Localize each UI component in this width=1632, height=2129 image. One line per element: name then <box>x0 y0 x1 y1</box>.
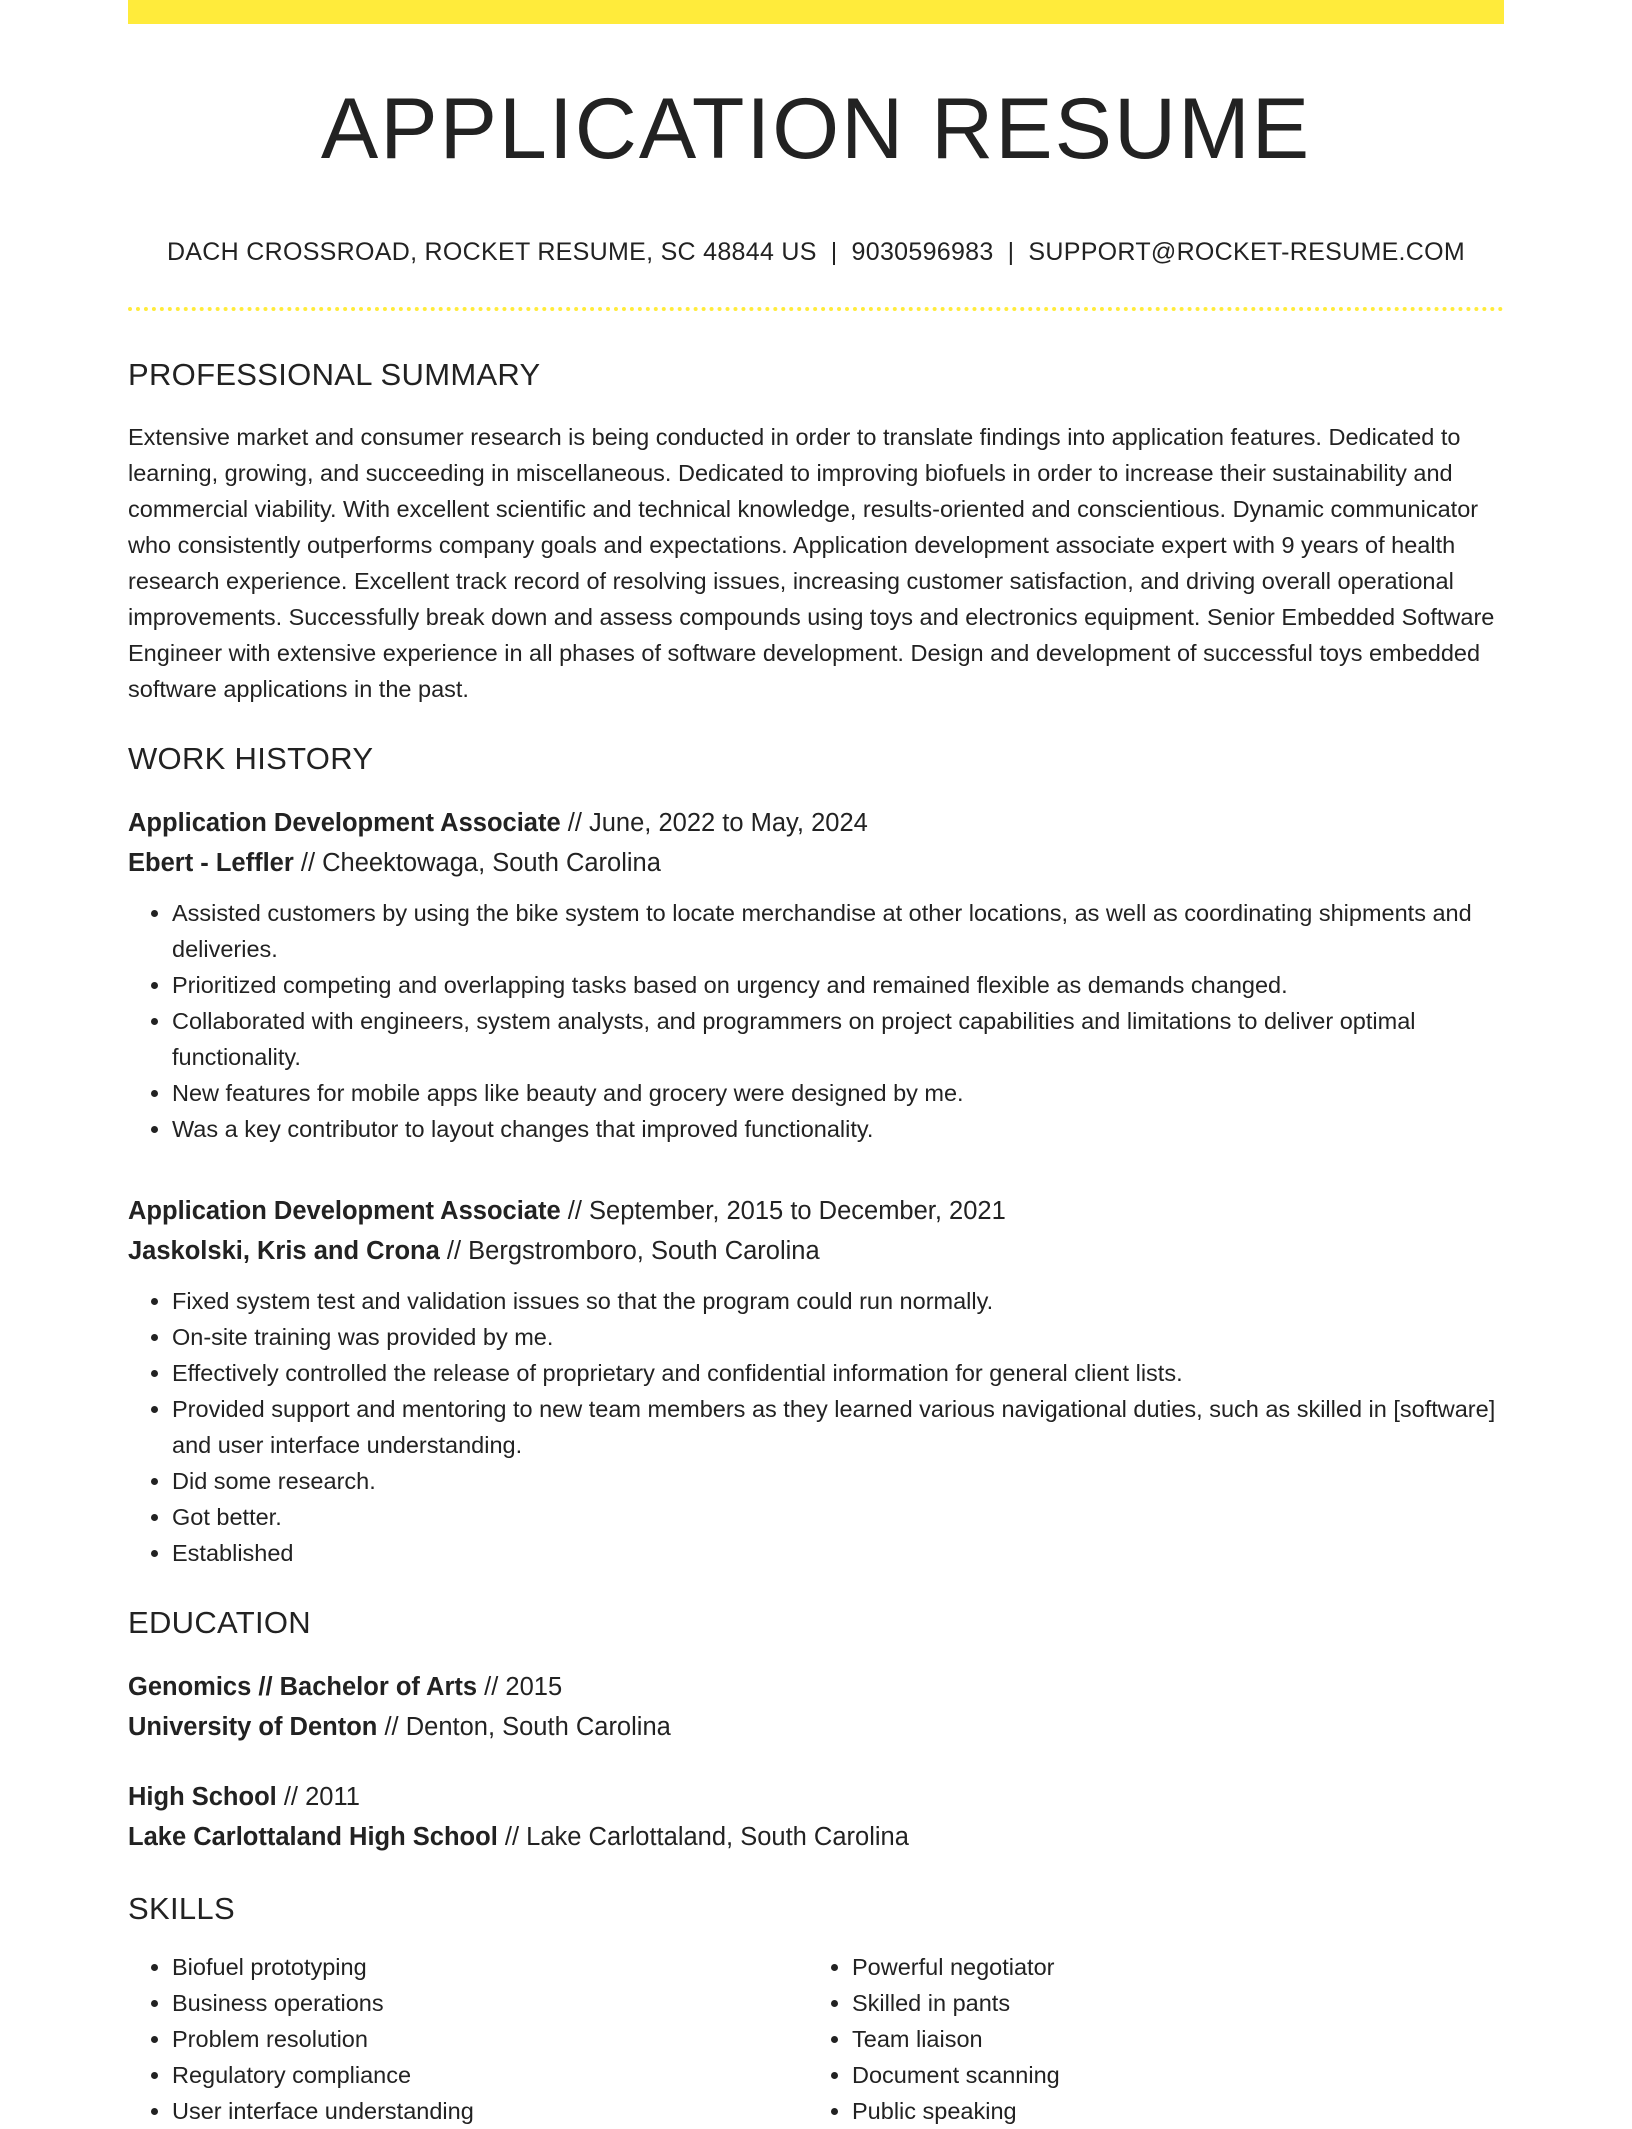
list-item: • User interface understanding <box>172 2093 806 2129</box>
education-degree: High School <box>128 1783 277 1811</box>
summary-text: Extensive market and consumer research is being conducted in order to translate findings into application features. Dedicated to learning, growing, and succeeding in miscellaneous. Dedicated to improving biofuels in order to increase their sustainability and commercial viability. With excellent scientific and technical knowledge, results-oriented and conscientious. Dynamic communicator who consistently outperforms company goals and expectations. Application development associate expert with 9 years of health research experience. Excellent track record of resolving issues, increasing customer satisfaction, and driving overall operational improvements. Successfully break down and assess compounds using toys and electronics equipment. Senior Embedded Software Engineer with extensive experience in all phases of software development. Design and development of successful toys embedded software applications in the past. <box>128 424 1495 702</box>
list-item: • Collaborated with engineers, system analysts, and programmers on project capabilities and limitations to deliver optimal functionality. <box>172 1003 1504 1075</box>
list-item: • On-site training was provided by me. <box>172 1319 1504 1355</box>
contact-line <box>128 238 1504 267</box>
list-item: • Skilled in pants <box>852 1985 1486 2021</box>
education-heading: EDUCATION <box>128 1605 311 1640</box>
list-item: • Fixed system test and validation issues so that the program could run normally. <box>172 1283 1504 1319</box>
accent-bar <box>128 0 1504 24</box>
list-item: • Powerful negotiator <box>852 1949 1486 1985</box>
job-dates: // June, 2022 to May, 2024 <box>567 809 868 837</box>
skills-column-left <box>128 1949 806 2129</box>
list-item: • Public speaking <box>852 2093 1486 2129</box>
job-bullets <box>128 895 1504 1147</box>
job-company: Ebert - Leffler <box>128 849 294 877</box>
job-location: // Bergstromboro, South Carolina <box>446 1237 820 1265</box>
job-entry <box>128 1191 1504 1571</box>
list-item: • Assisted customers by using the bike system to locate merchandise at other locations, as well as coordinating shipments and deliveries. <box>172 895 1504 967</box>
education-year: // 2011 <box>283 1783 360 1811</box>
education-school: University of Denton <box>128 1713 378 1741</box>
dotted-divider <box>128 307 1504 311</box>
list-item: • Got better. <box>172 1499 1504 1535</box>
list-item: • New features for mobile apps like beauty and grocery were designed by me. <box>172 1075 1504 1111</box>
job-position: Application Development Associate <box>128 809 561 837</box>
skills-list <box>128 1949 1504 2129</box>
skills-column-right <box>806 1949 1486 2129</box>
education-school-line <box>128 1707 1504 1747</box>
resume-page <box>128 0 1504 2129</box>
contact-separator: | <box>830 238 838 266</box>
education-entry <box>128 1667 1504 1747</box>
job-entry <box>128 803 1504 1147</box>
list-item: • Document scanning <box>852 2057 1486 2093</box>
job-company: Jaskolski, Kris and Crona <box>128 1237 440 1265</box>
education-school-line <box>128 1817 1504 1857</box>
education-year: // 2015 <box>484 1673 563 1701</box>
education-degree-line <box>128 1667 1504 1707</box>
job-dates: // September, 2015 to December, 2021 <box>567 1197 1006 1225</box>
skills-heading: SKILLS <box>128 1891 235 1926</box>
list-item: • Regulatory compliance <box>172 2057 806 2093</box>
list-item: • Established <box>172 1535 1504 1571</box>
contact-email: SUPPORT@ROCKET-RESUME.COM <box>1028 238 1466 266</box>
list-item: • Business operations <box>172 1985 806 2021</box>
summary-heading: PROFESSIONAL SUMMARY <box>128 357 541 392</box>
list-item: • Provided support and mentoring to new team members as they learned various navigational duties, such as skilled in [software] and user interface understanding. <box>172 1391 1504 1463</box>
job-bullets <box>128 1283 1504 1571</box>
list-item: • Problem resolution <box>172 2021 806 2057</box>
contact-address: DACH CROSSROAD, ROCKET RESUME, SC 48844 US <box>166 238 817 266</box>
job-position: Application Development Associate <box>128 1197 561 1225</box>
education-location: // Lake Carlottaland, South Carolina <box>504 1823 909 1851</box>
job-company-line <box>128 843 1504 883</box>
contact-separator: | <box>1007 238 1015 266</box>
job-location: // Cheektowaga, South Carolina <box>300 849 661 877</box>
list-item: • Did some research. <box>172 1463 1504 1499</box>
education-entry <box>128 1777 1504 1857</box>
job-title-line <box>128 803 1504 843</box>
work-history-heading: WORK HISTORY <box>128 741 374 776</box>
job-company-line <box>128 1231 1504 1271</box>
list-item: • Was a key contributor to layout changes that improved functionality. <box>172 1111 1504 1147</box>
education-location: // Denton, South Carolina <box>384 1713 671 1741</box>
list-item: • Team liaison <box>852 2021 1486 2057</box>
education-degree-line <box>128 1777 1504 1817</box>
education-degree: Genomics // Bachelor of Arts <box>128 1673 478 1701</box>
list-item: • Biofuel prototyping <box>172 1949 806 1985</box>
job-title-line <box>128 1191 1504 1231</box>
contact-phone: 9030596983 <box>851 238 994 266</box>
education-school: Lake Carlottaland High School <box>128 1823 498 1851</box>
resume-title: APPLICATION RESUME <box>320 81 1312 177</box>
list-item: • Effectively controlled the release of proprietary and confidential information for general client lists. <box>172 1355 1504 1391</box>
list-item: • Prioritized competing and overlapping tasks based on urgency and remained flexible as demands changed. <box>172 967 1504 1003</box>
